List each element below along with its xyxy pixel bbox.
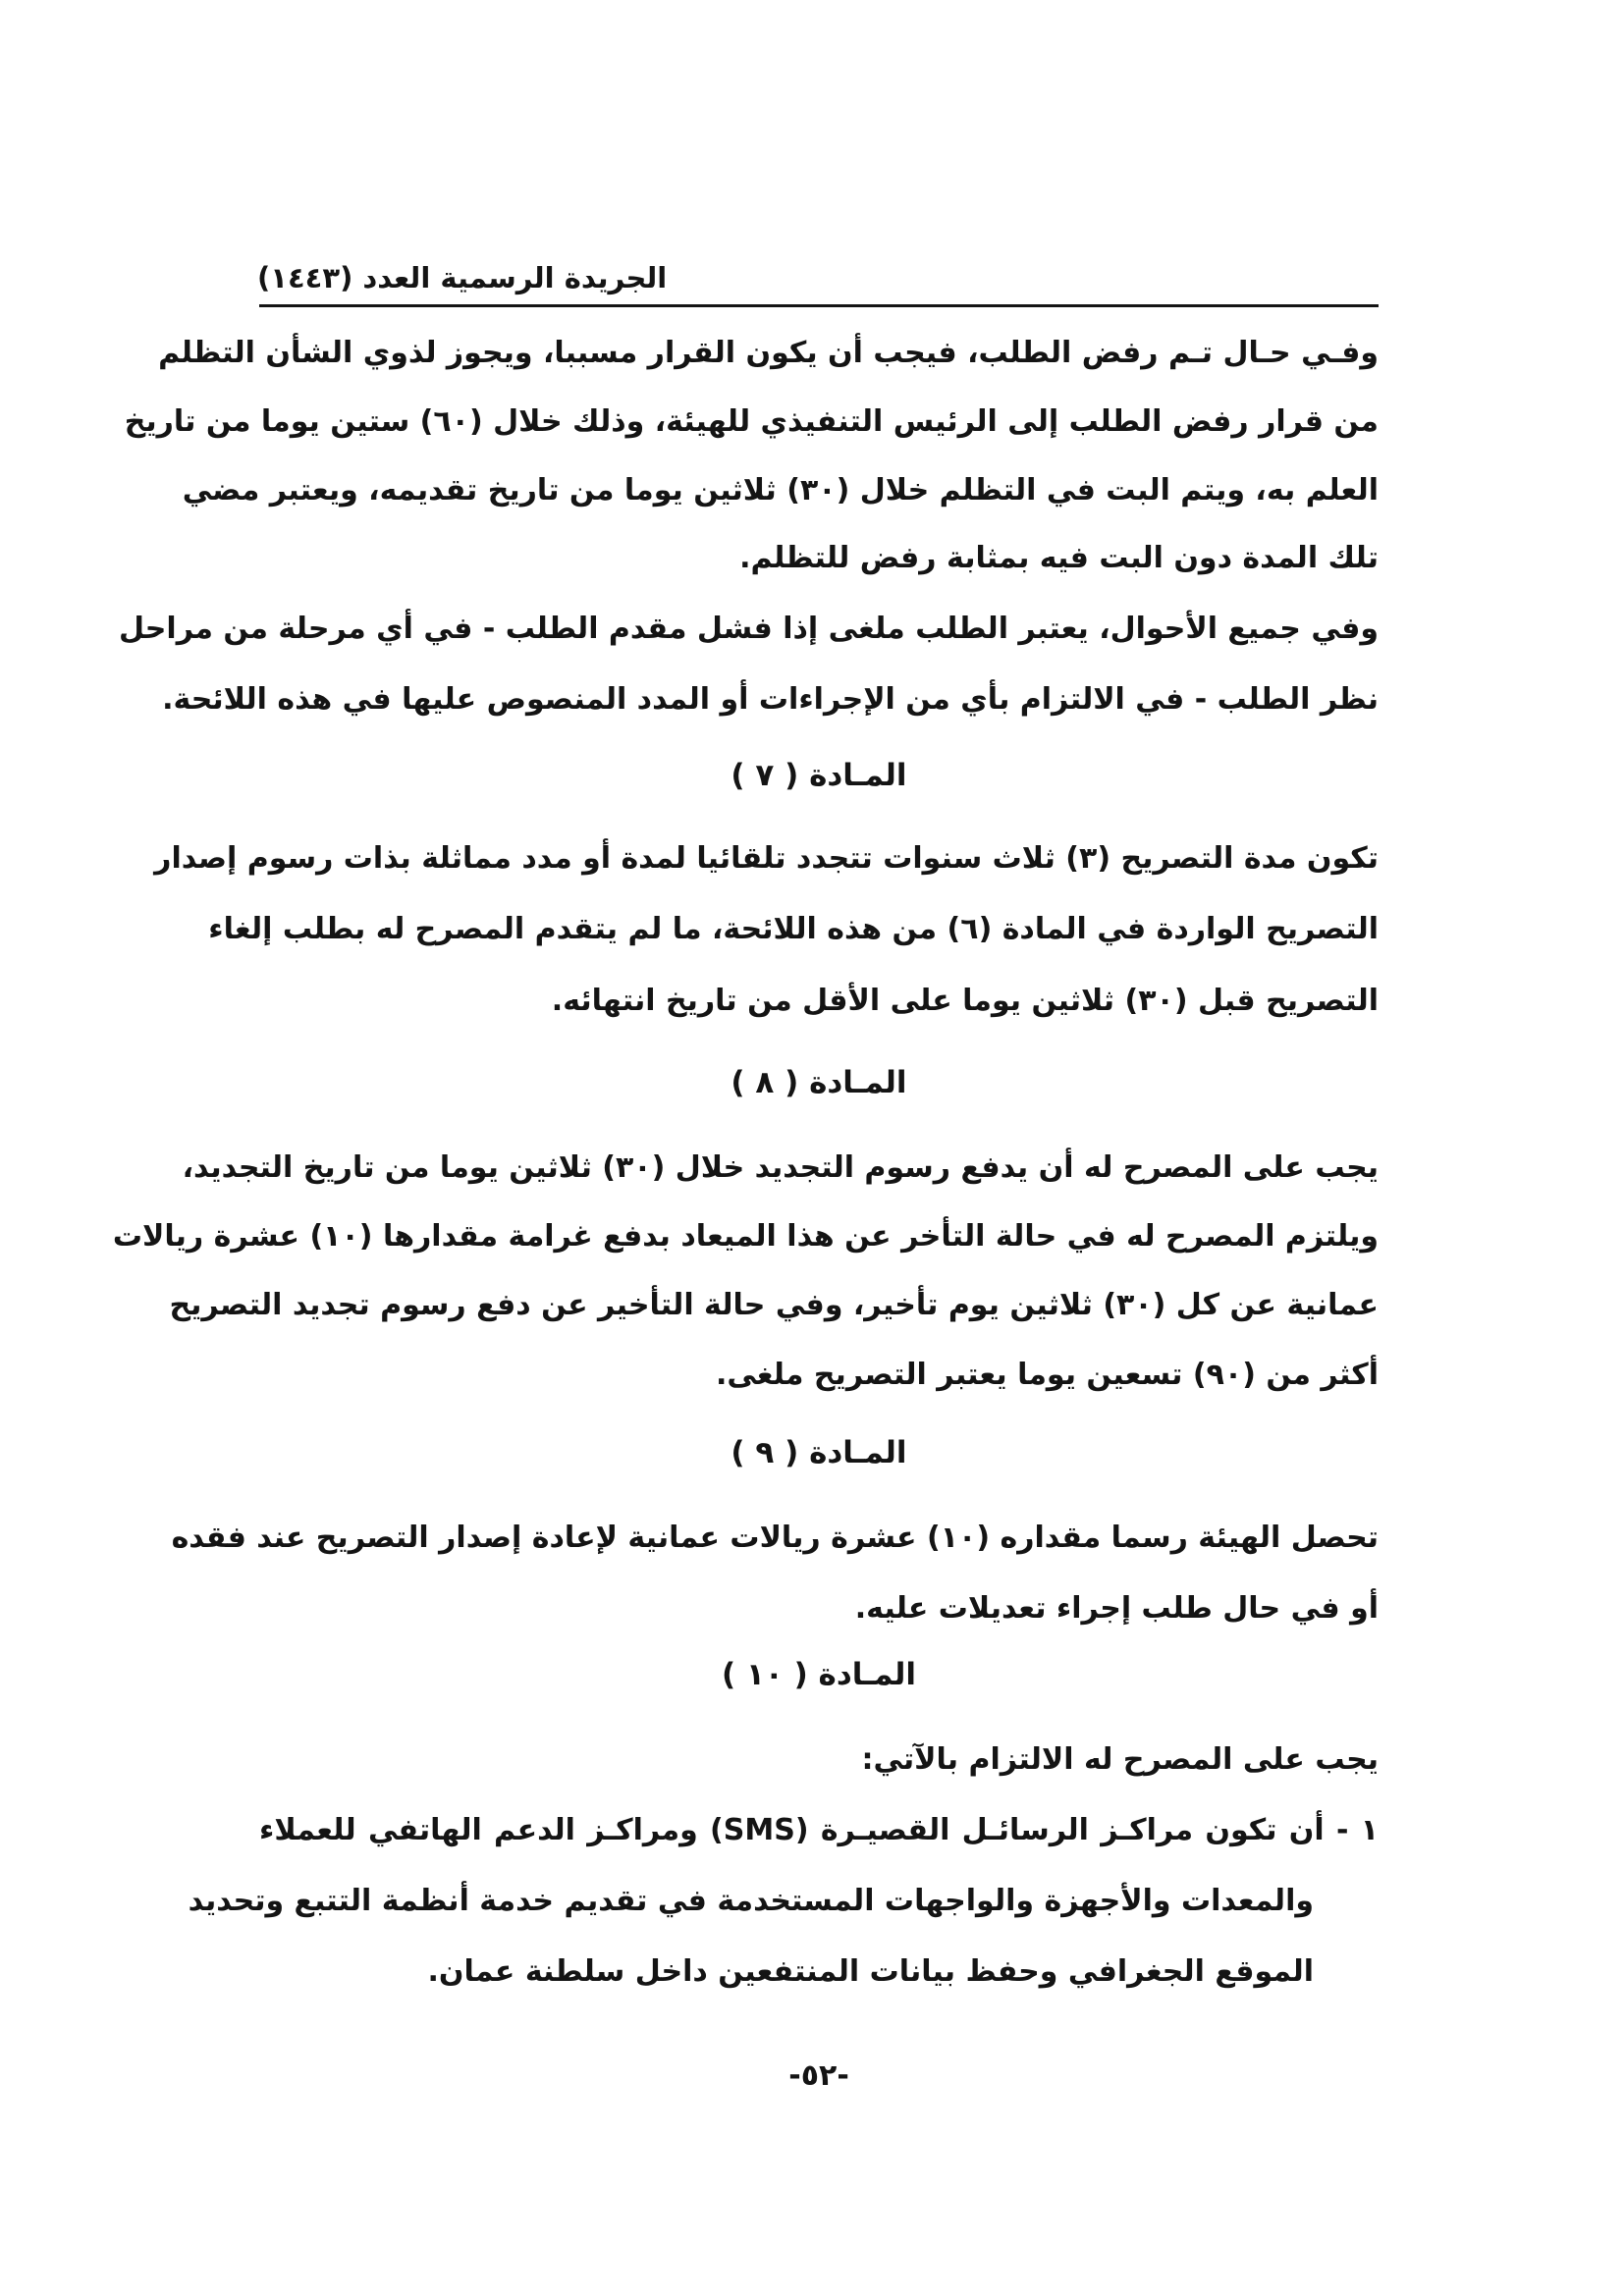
text-line: من قرار رفض الطلب إلى الرئيس التنفيذي للهيئة، وذلك خلال (٦٠) ستين يوما من تاريخ [124,404,1379,439]
text-line: أكثر من (٩٠) تسعين يوما يعتبر التصريح ملغى. [715,1358,1379,1392]
text-line: تكون مدة التصريح (٣) ثلاث سنوات تتجدد تلقائيا لمدة أو مدد مماثلة بذات رسوم إصدار [154,841,1379,876]
text-line: تلك المدة دون البت فيه بمثابة رفض للتظلم. [739,541,1379,575]
text-line: يجب على المصرح له الالتزام بالآتي: [861,1742,1379,1777]
text-line: أو في حال طلب إجراء تعديلات عليه. [854,1591,1379,1626]
text-line: نظر الطلب - في الالتزام بأي من الإجراءات أو المدد المنصوص عليها في هذه اللائحة. [162,682,1379,717]
gazette-header-title: الجريدة الرسمية العدد (١٤٤٣) [257,261,668,294]
text-line: عمانية عن كل (٣٠) ثلاثين يوم تأخير، وفي حالة التأخير عن دفع رسوم تجديد التصريح [169,1288,1379,1322]
text-line: التصريح الواردة في المادة (٦) من هذه اللائحة، ما لم يتقدم المصرح له بطلب إلغاء [208,912,1379,946]
text-line: تحصل الهيئة رسما مقداره (١٠) عشرة ريالات عمانية لإعادة إصدار التصريح عند فقده [171,1521,1379,1555]
article-heading: المـادة ( ٩ ) [731,1435,907,1470]
text-line: يجب على المصرح له أن يدفع رسوم التجديد خلال (٣٠) ثلاثين يوما من تاريخ التجديد، [182,1150,1379,1185]
text-line: الموقع الجغرافي وحفظ بيانات المنتفعين داخل سلطنة عمان. [427,1954,1314,1989]
article-heading: المـادة ( ١٠ ) [721,1657,917,1692]
text-line: وفـي حـال تـم رفض الطلب، فيجب أن يكون القرار مسببا، ويجوز لذوي الشأن التظلم [158,336,1379,370]
header-rule [259,304,1379,307]
text-line: ١ - أن تكون مراكـز الرسائـل القصيـرة (SMS) ومراكـز الدعم الهاتفي للعملاء [259,1813,1379,1847]
text-line: العلم به، ويتم البت في التظلم خلال (٣٠) ثلاثين يوما من تاريخ تقديمه، ويعتبر مضي [182,473,1379,507]
article-heading: المـادة ( ٨ ) [731,1065,907,1100]
page-number: -٥٢- [788,2058,849,2093]
text-line: ويلتزم المصرح له في حالة التأخر عن هذا الميعاد بدفع غرامة مقدارها (١٠) عشرة ريالات [112,1219,1379,1254]
text-line: التصريح قبل (٣٠) ثلاثين يوما على الأقل من تاريخ انتهائه. [551,984,1379,1018]
text-line: وفي جميع الأحوال، يعتبر الطلب ملغى إذا فشل مقدم الطلب - في أي مرحلة من مراحل [119,612,1379,646]
text-line: والمعدات والأجهزة والواجهات المستخدمة في تقديم خدمة أنظمة التتبع وتحديد [188,1884,1314,1918]
article-heading: المـادة ( ٧ ) [731,758,907,793]
